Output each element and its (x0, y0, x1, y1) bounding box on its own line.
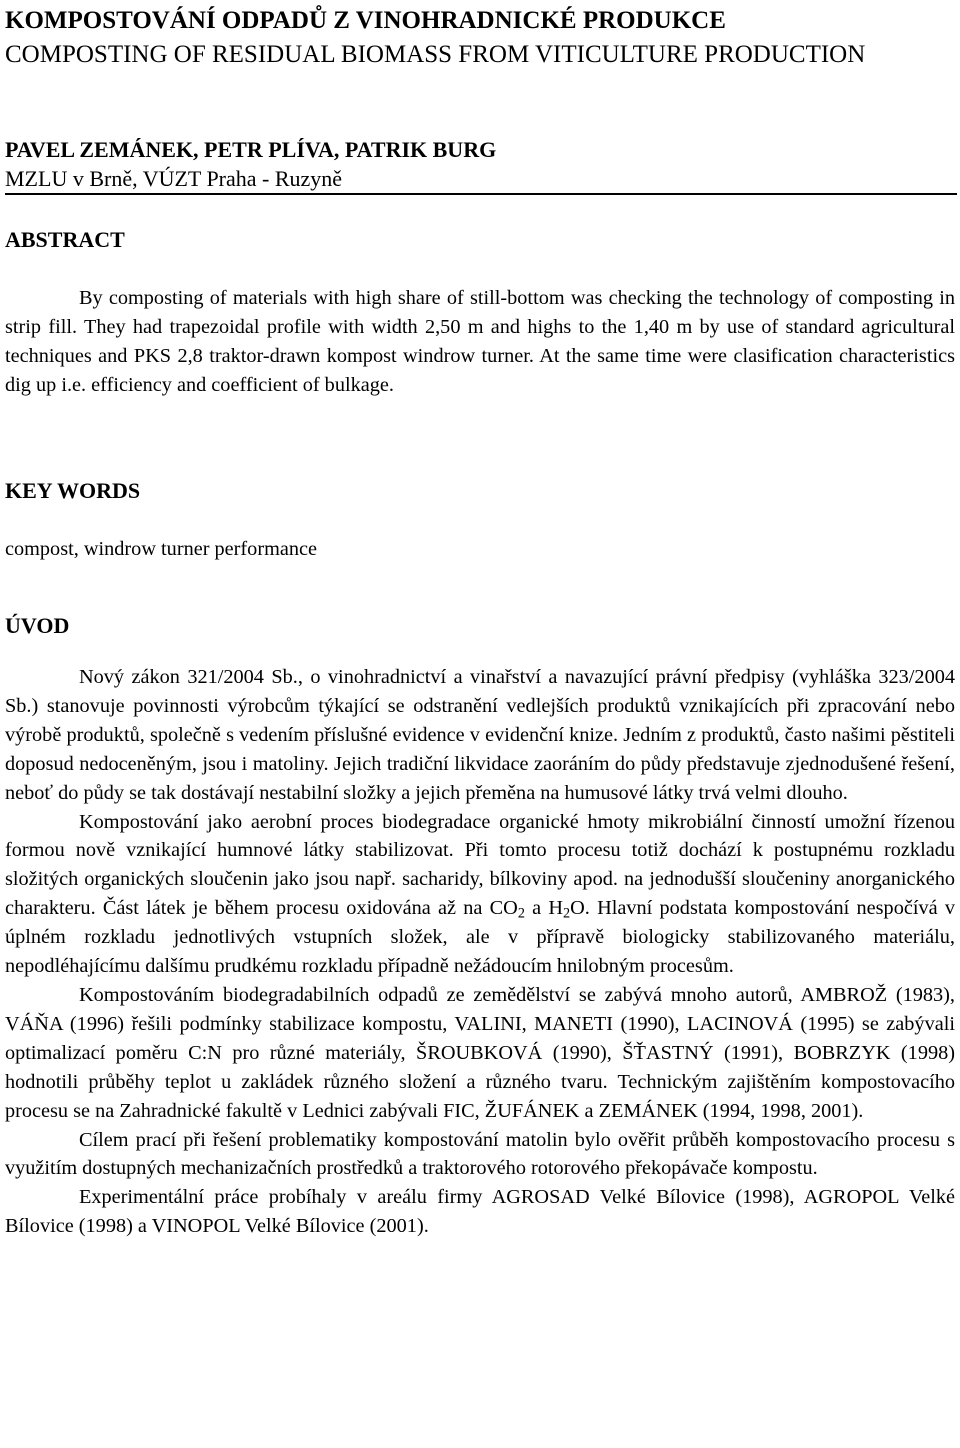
keywords-text: compost, windrow turner performance (5, 538, 318, 560)
paragraph-2-text-a: Kompostování jako aerobní proces biodegradace organické hmoty mikrobiální činností umožní řízenou formou nově vznikající humnové látky stabilizovat. Při tomto procesu totiž dochází k postupnému rozkladu složitých organických sloučenin jako jsou např. sacharidy, bílkoviny apod. na jednodušší sloučeniny anorganického charakteru. Část látek je během procesu oxidována až na CO (5, 810, 955, 920)
intro-paragraph-1: Nový zákon 321/2004 Sb., o vinohradnictví a vinařství a navazující právní předpisy (vyhláška 323/2004 Sb.) stanovuje povinnosti výrobcům týkající se odstranění vedlejších produktů vznikajících při zpracování nebo výrobě produktů, společně s vedením příslušné evidence v evidenční knize. Jedním z produktů, často našimi pěstiteli doposud nedoceněným, jsou i matoliny. Jejich tradiční likvidace zaoráním do půdy představuje zjednodušené řešení, neboť do půdy se tak dostávají nestabilní složky a jejich přeměna na humusové látky trvá velmi dlouho. (5, 666, 955, 804)
paragraph-2-text-c: O. Hlavní podstata kompostování nespočívá v úplném rozkladu jednotlivých vstupních složek, ale v přípravě biologicky stabilizovaného materiálu, nepodléhajícímu dalšímu prudkému rozkladu případně nežádoucím hnilobným procesům. (5, 897, 955, 978)
keywords-heading: KEY WORDS (5, 478, 141, 503)
intro-heading: ÚVOD (5, 613, 70, 638)
title-english: COMPOSTING OF RESIDUAL BIOMASS FROM VITICULTURE PRODUCTION (5, 41, 866, 68)
intro-paragraph-2 (5, 808, 955, 981)
authors: PAVEL ZEMÁNEK, PETR PLÍVA, PATRIK BURG (5, 137, 497, 162)
intro-body (5, 663, 955, 1241)
abstract-text: By composting of materials with high share of still-bottom was checking the technology of composting in strip fill. They had trapezoidal profile with width 2,50 m and highs to the 1,40 m by use of standard agricultural techniques and PKS 2,8 traktor-drawn kompost windrow turner. At the same time were clasification characteristics dig up i.e. efficiency and coefficient of bulkage. (5, 287, 955, 396)
affiliation: MZLU v Brně, VÚZT Praha - Ruzyně (5, 166, 343, 191)
paragraph-2-text-b: a H (524, 897, 564, 920)
abstract-heading: ABSTRACT (5, 227, 125, 252)
subscript-co2: 2 (517, 905, 525, 922)
header-divider (5, 193, 957, 195)
intro-paragraph-3: Kompostováním biodegradabilních odpadů ze zemědělství se zabývá mnoho autorů, AMBROŽ (1983), VÁŇA (1996) řešili podmínky stabilizace kompostu, VALINI, MANETI (1990), LACINOVÁ (1995) se zabývali optimalizací poměru C:N pro různé materiály, ŠROUBKOVÁ (1990), ŠŤASTNÝ (1991), BOBRZYK (1998) hodnotili průběhy teplot u zakládek různého složení a různého tvaru. Technickým zajištěním kompostovacího procesu se na Zahradnické fakultě v Lednici zabývali FIC, ŽUFÁNEK a ZEMÁNEK (1994, 1998, 2001). (5, 983, 955, 1122)
intro-paragraph-4: Cílem prací při řešení problematiky kompostování matolin bylo ověřit průběh kompostovacího procesu s využitím dostupných mechanizačních prostředků a traktorového rotorového překopávače kompostu. (5, 1128, 955, 1180)
subscript-h2o: 2 (563, 905, 571, 922)
intro-paragraph-5: Experimentální práce probíhaly v areálu firmy AGROSAD Velké Bílovice (1998), AGROPOL Velké Bílovice (1998) a VINOPOL Velké Bílovice (2001). (5, 1186, 955, 1238)
title-czech: KOMPOSTOVÁNÍ ODPADŮ Z VINOHRADNICKÉ PRODUKCE (5, 7, 726, 34)
